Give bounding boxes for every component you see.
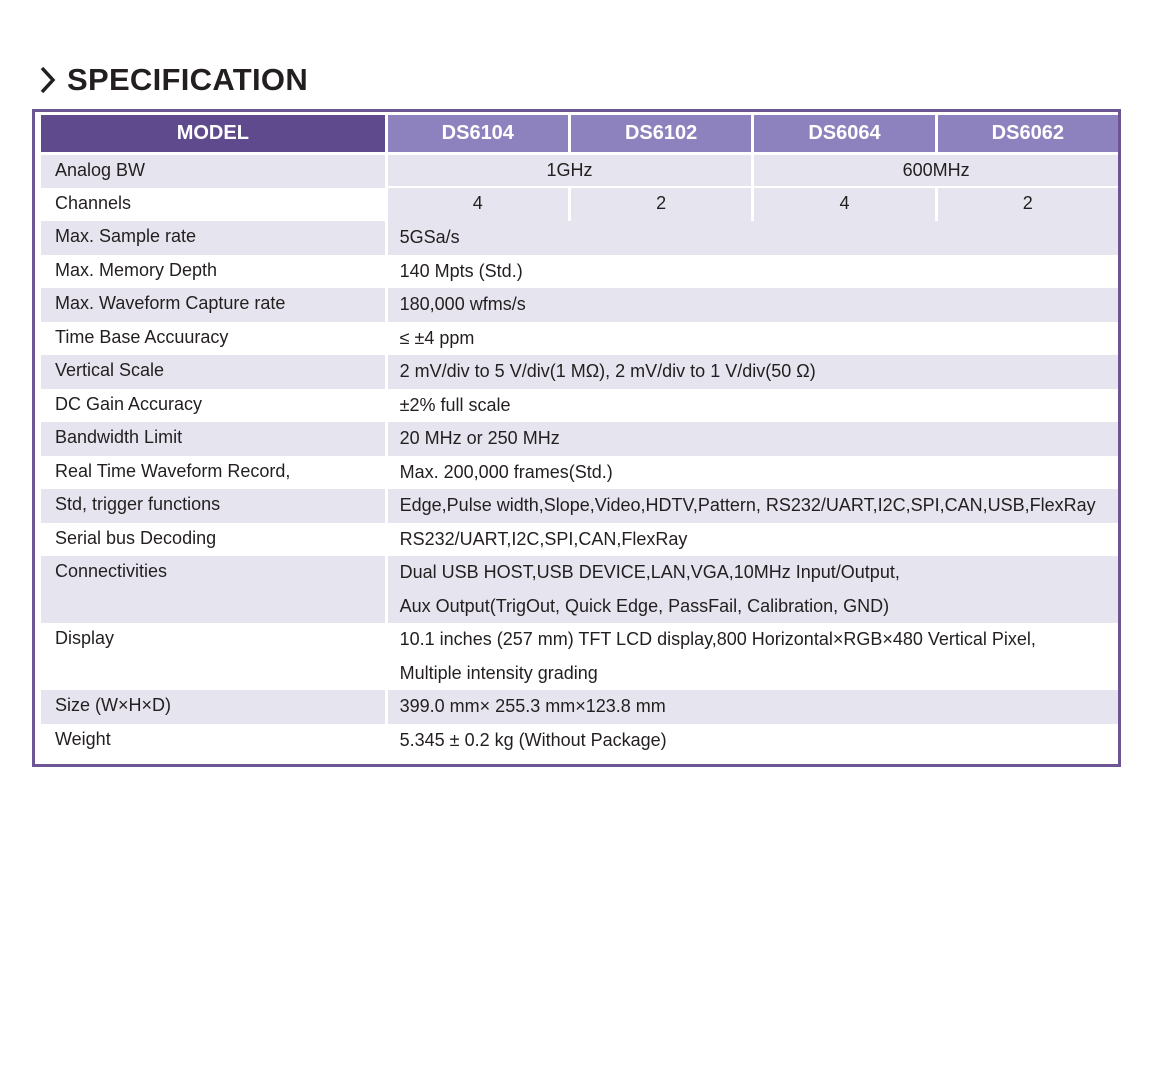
table-row xyxy=(41,355,1118,389)
value-line: 5.345 ± 0.2 kg (Without Package) xyxy=(399,729,667,750)
row-label: Max. Sample rate xyxy=(41,221,385,255)
value-line: Max. 200,000 frames(Std.) xyxy=(399,461,613,482)
value-line: ±2% full scale xyxy=(399,394,511,415)
row-value xyxy=(388,288,1118,322)
row-value: 2 xyxy=(938,188,1118,221)
value-line: Dual USB HOST,USB DEVICE,LAN,VGA,10MHz Input/Output, xyxy=(399,562,900,582)
row-value xyxy=(388,523,1118,557)
row-value xyxy=(388,456,1118,490)
header-row xyxy=(41,115,1118,155)
row-value xyxy=(388,724,1118,758)
table-row xyxy=(41,389,1118,423)
value-line: 140 Mpts (Std.) xyxy=(399,260,523,281)
model-ds6104: DS6104 xyxy=(388,115,568,155)
table-row xyxy=(41,422,1118,456)
row-label: Analog BW xyxy=(41,155,385,188)
table-row xyxy=(41,489,1118,523)
section-title-area xyxy=(38,58,308,102)
row-value: 1GHz xyxy=(388,155,752,188)
value-line: 2 mV/div to 5 V/div(1 MΩ), 2 mV/div to 1 V/div(50 Ω) xyxy=(399,361,816,381)
row-label: Weight xyxy=(41,724,385,758)
row-value xyxy=(388,623,1118,690)
value-line: Edge,Pulse width,Slope,Video,HDTV,Pattern, RS232/UART,I2C,SPI,CAN,USB,FlexRay xyxy=(399,495,1096,515)
row-value xyxy=(388,556,1118,623)
page-title: SPECIFICATION xyxy=(67,62,309,97)
value-line: Aux Output(TrigOut, Quick Edge, PassFail, Calibration, GND) xyxy=(399,595,890,616)
row-value: 4 xyxy=(388,188,568,221)
spec-table-frame xyxy=(32,109,1121,767)
row-value: 2 xyxy=(571,188,751,221)
row-label: Size (W×H×D) xyxy=(41,690,385,724)
row-label: Display xyxy=(41,623,385,690)
row-label: Max. Waveform Capture rate xyxy=(41,288,385,322)
spec-table xyxy=(38,115,1121,757)
value-line: RS232/UART,I2C,SPI,CAN,FlexRay xyxy=(399,528,688,549)
row-label: Connectivities xyxy=(41,556,385,623)
row-value xyxy=(388,422,1118,456)
row-value xyxy=(388,221,1118,255)
chevron-right-icon xyxy=(38,63,58,97)
row-label: Vertical Scale xyxy=(41,355,385,389)
row-label: Time Base Accuuracy xyxy=(41,322,385,356)
row-value xyxy=(388,690,1118,724)
row-label: DC Gain Accuracy xyxy=(41,389,385,423)
model-ds6062: DS6062 xyxy=(938,115,1118,155)
model-ds6102: DS6102 xyxy=(571,115,751,155)
row-value xyxy=(388,389,1118,423)
table-row xyxy=(41,456,1118,490)
value-line: Multiple intensity grading xyxy=(399,662,598,683)
row-label: Max. Memory Depth xyxy=(41,255,385,289)
spec-rows xyxy=(41,221,1118,757)
table-row xyxy=(41,188,1118,221)
row-label: Serial bus Decoding xyxy=(41,523,385,557)
row-value xyxy=(388,489,1118,523)
model-header: MODEL xyxy=(41,115,385,155)
row-value xyxy=(388,322,1118,356)
value-line: 10.1 inches (257 mm) TFT LCD display,800 Horizontal×RGB×480 Vertical Pixel, xyxy=(399,629,1036,649)
row-value xyxy=(388,255,1118,289)
table-row xyxy=(41,322,1118,356)
value-line: 180,000 wfms/s xyxy=(399,294,526,314)
table-row xyxy=(41,255,1118,289)
table-row xyxy=(41,623,1118,690)
row-value: 600MHz xyxy=(754,155,1118,188)
value-line: 399.0 mm× 255.3 mm×123.8 mm xyxy=(399,696,666,716)
row-label: Real Time Waveform Record, xyxy=(41,456,385,490)
table-row xyxy=(41,724,1118,758)
table-row xyxy=(41,523,1118,557)
row-label: Channels xyxy=(41,188,385,221)
model-ds6064: DS6064 xyxy=(754,115,934,155)
table-row xyxy=(41,690,1118,724)
row-value: 4 xyxy=(754,188,934,221)
value-line: ≤ ±4 ppm xyxy=(399,327,475,348)
value-line: 5GSa/s xyxy=(399,227,460,247)
table-row xyxy=(41,155,1118,188)
table-row xyxy=(41,221,1118,255)
row-label: Bandwidth Limit xyxy=(41,422,385,456)
value-line: 20 MHz or 250 MHz xyxy=(399,428,560,448)
table-row xyxy=(41,556,1118,623)
row-label: Std, trigger functions xyxy=(41,489,385,523)
row-value xyxy=(388,355,1118,389)
table-row xyxy=(41,288,1118,322)
